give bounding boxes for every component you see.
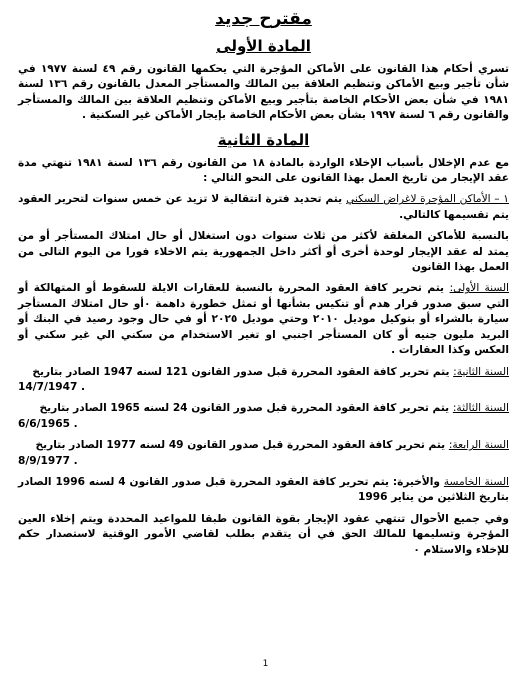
page-number: 1 (262, 659, 269, 669)
year-2-text: يتم تحرير كافة العقود المحررة قبل صدور القانون 121 لسنه 1947 الصادر بتاريخ (32, 365, 454, 378)
year-3-clause (18, 401, 509, 432)
residential-clause (18, 192, 509, 223)
residential-label: ١ – الأماكن المؤجرة لاغراض السكني (346, 193, 509, 206)
year-1-clause (18, 281, 509, 358)
year-4-clause (18, 438, 509, 469)
year-1-label: السنة الأولى: (449, 282, 510, 295)
year-5-clause (18, 475, 509, 506)
year-5-text: والأخيرة: يتم تحرير كافة العقود المحررة قبل صدور القانون 4 لسنه 1996 الصادر بتاريخ الثلاثين من يناير 1996 (18, 475, 509, 504)
article-2-intro: مع عدم الإخلال بأسباب الإخلاء الواردة بالمادة ١٨ من القانون رقم ١٣٦ لسنة ١٩٨١ تنهتي مدة عقد الإيجار من تاريخ العمل بهذا القانون على النحو التالي : (18, 156, 510, 185)
year-4-date: 8/9/1977 . (18, 454, 78, 467)
year-5-label: السنة الخامسة (443, 475, 509, 488)
year-2-date: 14/7/1947 . (18, 380, 86, 393)
closed-places-clause: بالنسبة للأماكن المغلقة لأكثر من ثلاث سنوات دون استغلال أو حال امتلاك المستأجر أو من يمتد له عقد الإيجار لوحدة أخرى أو أكثر داخل الجمهورية يتم الاخلاء فورا من اليوم التالى من العمل بهذا القانون (18, 230, 509, 274)
article-1-heading: المادة الأولى (216, 37, 311, 55)
residential-text: يتم تحديد فترة انتقالية لا تزيد عن خمس سنوات لتحرير العقود يتم تقسيمها كالتالي. (18, 193, 509, 221)
document-title: مقترح جديد (215, 9, 312, 29)
year-3-label: السنة الثالثة: (452, 402, 509, 415)
article-2-heading: المادة الثانية (217, 130, 310, 149)
closing-clause: وفي جميع الأحوال تنتهي عقود الإيجار بقوة القانون طبقا للمواعيد المحددة ويتم إخلاء العين المؤجرة وتسليمها للمالك الحق في أن يتقدم بطلب لقاضي الأمور الوقتية لاستصدار حكم للإخلاء والاستلام ٠ (18, 512, 509, 556)
year-2-label: السنة الثانية: (453, 365, 509, 378)
article-1-body: تسري أحكام هذا القانون على الأماكن المؤجرة التي يحكمها القانون رقم ٤٩ لسنة ١٩٧٧ في شأن تأجير وبيع الأماكن وتنظيم العلاقة بين المالك والمستأجر المعدل بالقانون رقم ١٣٦ لسنة ١٩٨١ في شأن بعض الأحكام الخاصة بتأجير وبيع الأماكن وتنظيم العلاقة بين المالك والمستأجر والقانون رقم ٦ لسنة ١٩٩٧ بشأن بعض الأحكام الخاصة بإيجار الأماكن غير السكنية . (18, 63, 510, 122)
year-3-date: 6/6/1965 . (18, 417, 78, 430)
year-2-clause (18, 365, 509, 396)
year-1-text: يتم تحرير كافة العقود المحررة بالنسبة للعقارات الايلة للسقوط أو المتهالكة أو التي سبق صدور قرار هدم أو تنكيس بشأنها أو تمثل خطورة داهمة ٠أو حال امتلاك المستأجر سيارة بالشراء أو بتوكيل موديل ٢٠١٠ وحتي موديل ٢٠٢٥ أو في حال وجود رصيد في البنك أو البريد مليون جنيه أو كان المستأجر اجنبي او تغير الاستخدام من سكني الي غير سكني أو العكس وكذا العقارات . (18, 282, 509, 357)
year-3-text: يتم تحرير كافة العقود المحررة قبل صدور القانون 24 لسنه 1965 الصادر بتاريخ (39, 402, 453, 415)
year-4-label: السنة الرابعة: (448, 439, 509, 452)
year-4-text: يتم تحرير كافة العقود المحررة قبل صدور القانون 49 لسنه 1977 الصادر بتاريخ (35, 439, 449, 452)
